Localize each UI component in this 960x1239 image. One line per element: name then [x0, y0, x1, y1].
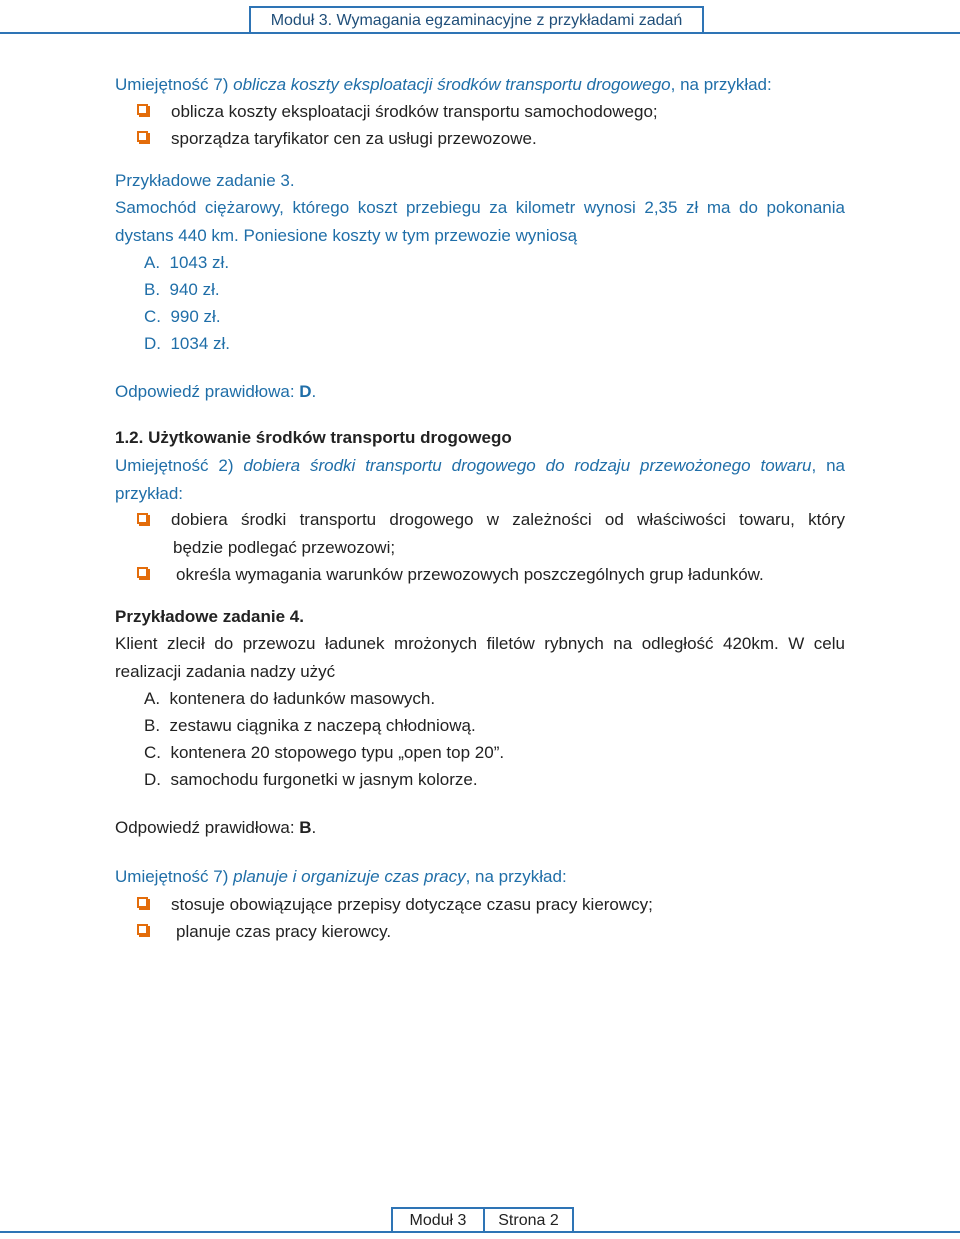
answer-option	[144, 742, 504, 764]
footer-page-number: Strona 2	[483, 1207, 574, 1232]
skill-2-line2: przykład:	[115, 484, 184, 503]
bullet-item: planuje czas pracy kierowcy.	[176, 922, 392, 941]
answer-text: kontenera do ładunków masowych.	[169, 689, 436, 708]
answer-letter: A.	[144, 689, 161, 708]
checkbox-bullet-icon	[137, 567, 148, 578]
answer-letter: C.	[144, 743, 161, 762]
header-rule	[0, 32, 960, 34]
correct-answer-3	[115, 381, 316, 403]
answer-option	[144, 769, 478, 791]
bullet-item: określa wymagania warunków przewozowych poszczególnych grup ładunków.	[176, 565, 764, 584]
answer-letter: D.	[144, 770, 161, 789]
bullet-item: dobiera środki transportu drogowego w zależności od właściwości towaru, który	[171, 510, 845, 529]
correct-end: .	[311, 382, 317, 401]
task-3-question-line2: dystans 440 km. Poniesione koszty w tym przewozie wyniosą	[115, 226, 578, 245]
answer-letter: B.	[144, 716, 161, 735]
answer-option	[144, 279, 220, 301]
correct-label: Odpowiedź prawidłowa:	[115, 382, 300, 401]
bullet-item: oblicza koszty eksploatacji środków transportu samochodowego;	[171, 102, 658, 121]
skill-7-transport-costs	[115, 74, 772, 96]
checkbox-bullet-icon	[137, 924, 148, 935]
correct-value: B	[299, 818, 312, 837]
section-heading: 1.2. Użytkowanie środków transportu drogowego	[115, 428, 512, 447]
task-4-title: Przykładowe zadanie 4.	[115, 607, 304, 626]
answer-option	[144, 306, 221, 328]
task-3-question-line1: Samochód ciężarowy, którego koszt przebiegu za kilometr wynosi 2,35 zł ma do pokonania	[115, 198, 845, 217]
task-3-title: Przykładowe zadanie 3.	[115, 171, 295, 190]
bullet-item: stosuje obowiązujące przepisy dotyczące czasu pracy kierowcy;	[171, 895, 653, 914]
skill-text: planuje i organizuje czas pracy	[233, 867, 466, 886]
skill-prefix: Umiejętność 7)	[115, 867, 234, 886]
skill-text: oblicza koszty eksploatacji środków transportu drogowego	[233, 75, 671, 94]
skill-suffix: , na przykład:	[670, 75, 772, 94]
answer-letter: A.	[144, 253, 161, 272]
answer-text: zestawu ciągnika z naczepą chłodniową.	[169, 716, 476, 735]
answer-text: 940 zł.	[169, 280, 220, 299]
skill-2-transport-selection	[115, 455, 845, 477]
page-header: Moduł 3. Wymagania egzaminacyjne z przykładami zadań	[249, 6, 704, 32]
answer-option	[144, 252, 229, 274]
answer-option	[144, 333, 230, 355]
answer-text: 990 zł.	[170, 307, 221, 326]
skill-suffix: , na przykład:	[465, 867, 567, 886]
answer-option	[144, 715, 476, 737]
correct-value: D	[299, 382, 312, 401]
answer-text: 1034 zł.	[170, 334, 230, 353]
correct-end: .	[311, 818, 317, 837]
task-4-question-line2: realizacji zadania nadzy użyć	[115, 662, 336, 681]
checkbox-bullet-icon	[137, 897, 148, 908]
skill-prefix: Umiejętność 2)	[115, 456, 244, 475]
skill-text: dobiera środki transportu drogowego do rodzaju przewożonego towaru	[243, 456, 812, 475]
answer-text: kontenera 20 stopowego typu „open top 20”.	[170, 743, 505, 762]
answer-option	[144, 688, 435, 710]
answer-text: 1043 zł.	[169, 253, 230, 272]
skill-prefix: Umiejętność 7)	[115, 75, 234, 94]
answer-letter: C.	[144, 307, 161, 326]
answer-letter: B.	[144, 280, 161, 299]
footer-module: Moduł 3	[391, 1207, 485, 1232]
bullet-item: sporządza taryfikator cen za usługi przewozowe.	[171, 129, 537, 148]
checkbox-bullet-icon	[137, 104, 148, 115]
correct-label: Odpowiedź prawidłowa:	[115, 818, 300, 837]
task-4-question-line1: Klient zlecił do przewozu ładunek mrożonych filetów rybnych na odległość 420km. W celu	[115, 634, 845, 653]
checkbox-bullet-icon	[137, 513, 148, 524]
skill-7-work-time	[115, 866, 567, 888]
correct-answer-4	[115, 817, 316, 839]
skill-suffix: , na	[811, 456, 846, 475]
answer-text: samochodu furgonetki w jasnym kolorze.	[170, 770, 478, 789]
bullet-item-continuation: będzie podlegać przewozowi;	[173, 538, 396, 557]
answer-letter: D.	[144, 334, 161, 353]
checkbox-bullet-icon	[137, 131, 148, 142]
